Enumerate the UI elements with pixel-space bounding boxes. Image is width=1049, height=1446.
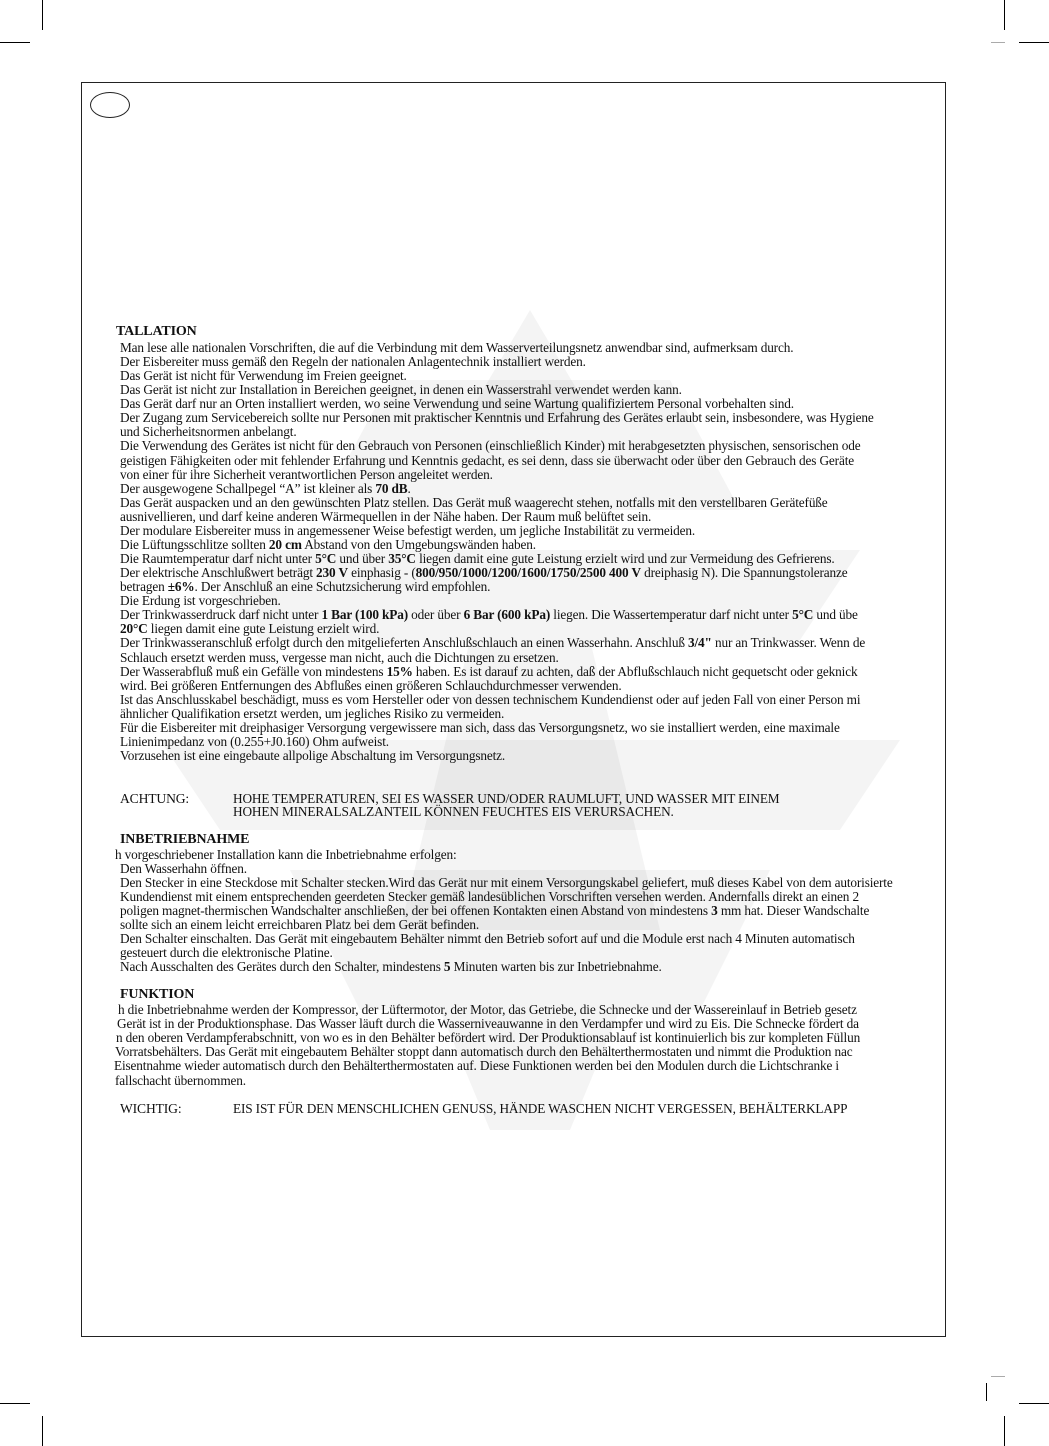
inbetriebnahme-text-segment: Den Stecker in eine Steckdose mit Schalter stecken.Wird das Gerät nur mit einem Versorgungskabel geliefert, muß dieses Kabel von dem autorisierte <box>120 875 893 891</box>
inbetriebnahme-line <box>120 904 869 918</box>
inbetriebnahme-line <box>115 848 457 862</box>
installation-text-segment: Der Eisbereiter muss gemäß den Regeln der nationalen Anlagentechnik installiert werden. <box>120 354 586 370</box>
installation-text-segment: oder über <box>408 607 464 623</box>
installation-text-segment: Der Trinkwasseranschluß erfolgt durch den mitgelieferten Anschlußschlauch an einen Wasserhahn. Anschluß <box>120 635 689 651</box>
installation-text-segment: Die Erdung ist vorgeschrieben. <box>120 593 281 609</box>
inbetriebnahme-text-segment: mm hat. Dieser Wandschalte <box>717 903 870 919</box>
installation-line <box>120 665 857 679</box>
installation-line <box>120 693 860 707</box>
inbetriebnahme-line <box>120 946 333 960</box>
installation-text-segment: und Sicherheitsnormen anbelangt. <box>120 424 297 440</box>
installation-line <box>120 411 874 425</box>
achtung-label: ACHTUNG: <box>120 791 190 806</box>
installation-text-segment: Der Wasserabfluß muß ein Gefälle von mindestens <box>120 663 387 679</box>
installation-line <box>120 721 840 735</box>
installation-text-segment: 20 cm <box>268 536 302 552</box>
installation-line <box>120 369 407 383</box>
installation-text-segment: ±6% <box>167 579 195 595</box>
inbetriebnahme-text-segment: Nach Ausschalten des Gerätes durch den Schalter, mindestens <box>120 959 444 975</box>
funktion-text-segment: h die Inbetriebnahme werden der Kompressor, der Lüftermotor, der Motor, das Getriebe, die Schnecke und der Wassereinlauf in Betrieb gesetz <box>118 1002 857 1017</box>
installation-line <box>120 454 854 468</box>
installation-text-segment: Die Raumtemperatur darf nicht unter <box>120 551 316 567</box>
inbetriebnahme-line <box>120 960 662 974</box>
installation-text-segment: Die Lüftungsschlitze sollten <box>120 536 269 552</box>
installation-text-segment: 230 V <box>316 565 348 581</box>
installation-text-segment: Vorzusehen ist eine eingebaute allpolige Abschaltung im Versorgungsnetz. <box>120 748 506 764</box>
installation-line <box>120 383 682 397</box>
installation-line <box>120 524 695 538</box>
installation-text-segment: geistigen Fähigkeiten oder mit fehlender Erfahrung und Kenntnis gedacht, es sei denn, dass sie überwacht oder über den Gebrauch des Geräte <box>120 452 855 468</box>
inbetriebnahme-text-segment: 5 <box>443 959 451 975</box>
installation-line <box>120 552 835 566</box>
inbetriebnahme-text-segment: 3 <box>711 903 718 919</box>
installation-text-segment: Man lese alle nationalen Vorschriften, die auf die Verbindung mit dem Wasserverteilungsnetz anwendbar sind, aufmerksam durch. <box>120 340 794 355</box>
funktion-text-segment: Vorratsbehälters. Das Gerät mit eingebautem Behälter stoppt dann automatisch durch den Behälterthermostaten und nimmt die Produktion nac <box>115 1044 853 1060</box>
installation-line <box>120 496 828 510</box>
funktion-line <box>114 1059 839 1073</box>
installation-text-segment: . <box>407 480 411 496</box>
installation-line <box>120 538 536 552</box>
installation-text-segment: nur an Trinkwasser. Wenn de <box>711 635 866 651</box>
installation-text-segment: Das Gerät ist nicht für Verwendung im Freien geeignet. <box>120 368 407 384</box>
installation-text-segment: liegen damit eine gute Leistung erzielt wird und zur Vermeidung des Gefrierens. <box>415 551 835 567</box>
installation-line <box>120 707 504 721</box>
installation-text-segment: 15% <box>386 663 413 679</box>
installation-text-segment: Der modulare Eisbereiter muss in angemessener Weise befestigt werden, um jegliche Instabilität zu vermeiden. <box>120 522 696 538</box>
inbetriebnahme-text-segment: gesteuert durch die elektronische Platine. <box>120 945 333 961</box>
installation-line <box>120 439 860 453</box>
installation-text-segment: und über <box>336 551 389 567</box>
inbetriebnahme-text-segment: sollte sich an einem leicht erreichbaren Platz bei dem Gerät befinden. <box>120 917 480 933</box>
installation-text-segment: Das Gerät ist nicht zur Installation in Bereichen geeignet, in denen ein Wasserstrahl verwendet werden kann. <box>120 382 682 398</box>
installation-text-segment: Das Gerät auspacken und an den gewünschten Platz stellen. Das Gerät muß waagerecht stehen, notfalls mit den verstellbaren Gerätefüße <box>120 494 828 510</box>
funktion-line <box>115 1045 852 1059</box>
inbetriebnahme-text-segment: Den Schalter einschalten. Das Gerät mit eingebautem Behälter nimmt den Betrieb sofort auf und die Module erst nach 4 Minuten automatisch <box>120 931 855 947</box>
inbetriebnahme-line <box>120 862 247 876</box>
funktion-text-segment: Eisentnahme wieder automatisch durch den Behälterthermostaten auf. Diese Funktionen werden bei den Modulen durch die Lichtschranke i <box>114 1058 839 1074</box>
installation-line <box>120 608 858 622</box>
installation-text-segment: 20°C <box>120 621 148 637</box>
installation-line <box>120 566 848 580</box>
installation-line <box>120 636 865 650</box>
wichtig-text: EIS IST FÜR DEN MENSCHLICHEN GENUSS, HÄNDE WASCHEN NICHT VERGESSEN, BEHÄLTERKLAPP <box>233 1101 848 1116</box>
installation-text-segment: Schlauch ersetzt werden muss, vergesse man nicht, auch die Dichtungen zu ersetzen. <box>120 649 559 665</box>
installation-text-segment: 800/950/1000/1200/1600/1750/2500 400 V <box>415 565 641 581</box>
funktion-line <box>118 1003 857 1017</box>
inbetriebnahme-text-segment: Minuten warten bis zur Inbetriebnahme. <box>450 959 662 975</box>
installation-text-segment: 35°C <box>388 551 416 567</box>
funktion-text-segment: Gerät ist in der Produktionsphase. Das Wasser läuft durch die Wasserniveauwanne in den Verdampfer und wird zu Eis. Die Schnecke fördert da <box>117 1016 859 1032</box>
installation-text-segment: einphasig - ( <box>347 565 416 581</box>
funktion-text-segment: fallschacht übernommen. <box>115 1072 246 1088</box>
inbetriebnahme-line <box>120 890 859 904</box>
section-heading-installation: TALLATION <box>116 324 197 339</box>
installation-text-segment: 5°C <box>315 551 337 567</box>
installation-line <box>120 482 411 496</box>
installation-text-segment: Linienimpedanz von (0.255+J0.160) Ohm aufweist. <box>120 733 389 749</box>
installation-line <box>120 397 794 411</box>
installation-text-segment: Der Trinkwasserdruck darf nicht unter <box>120 607 322 623</box>
installation-text-segment: Die Verwendung des Gerätes ist nicht für den Gebrauch von Personen (einschließlich Kinder) mit herabgesetzten physischen, sensorischen ode <box>120 438 861 454</box>
installation-text-segment: wird. Bei größeren Entfernungen des Abflußes einen größeren Schlauchdurchmesser verwenden. <box>120 677 622 693</box>
funktion-text-segment: n den oberen Verdampferabschnitt, von wo es in den Behälter befördert wird. Der Produktionsablauf ist kontinuierlich bis zur kompleten Füllun <box>116 1030 861 1046</box>
installation-line <box>120 355 586 369</box>
achtung-text-line-2: HOHEN MINERALSALZANTEIL KÖNNEN FEUCHTES EIS VERURSACHEN. <box>233 804 674 819</box>
achtung-text-line-1: HOHE TEMPERATUREN, SEI ES WASSER UND/ODER RAUMLUFT, UND WASSER MIT EINEM <box>233 791 780 806</box>
installation-line <box>120 510 651 524</box>
installation-text-segment: Für die Eisbereiter mit dreiphasiger Versorgung vergewissere man sich, dass das Versorgungsnetz, wo sie installiert werden, eine maximale <box>120 719 840 735</box>
installation-text-segment: 1 Bar (100 kPa) <box>321 607 408 623</box>
installation-line <box>120 679 622 693</box>
installation-text-segment: Der ausgewogene Schallpegel “A” ist kleiner als <box>120 480 376 496</box>
installation-text-segment: Abstand von den Umgebungswänden haben. <box>301 536 536 552</box>
installation-line <box>120 468 493 482</box>
installation-line <box>120 749 505 763</box>
installation-text-segment: dreiphasig N). Die Spannungstoleranze <box>640 565 848 581</box>
installation-text-segment: Der elektrische Anschlußwert beträgt <box>120 565 317 581</box>
installation-text-segment: von einer für ihre Sicherheit verantwortlichen Person angeleitet werden. <box>120 466 493 482</box>
inbetriebnahme-line <box>120 876 893 890</box>
installation-text-segment: ausnivellieren, und darf keine anderen Wärmequellen in der Nähe haben. Der Raum muß belüftet sein. <box>120 508 652 524</box>
installation-text-segment: 70 dB <box>375 480 408 496</box>
installation-line <box>120 425 297 439</box>
installation-text-segment: 5°C <box>792 607 814 623</box>
installation-line <box>120 594 281 608</box>
section-heading-inbetriebnahme: INBETRIEBNAHME <box>120 832 250 847</box>
wichtig-label: WICHTIG: <box>120 1101 182 1116</box>
inbetriebnahme-text-segment: Den Wasserhahn öffnen. <box>120 861 247 877</box>
inbetriebnahme-text-segment: h vorgeschriebener Installation kann die Inbetriebnahme erfolgen: <box>115 847 457 862</box>
installation-text-segment: Das Gerät darf nur an Orten installiert werden, wo seine Verwendung und seine Wartung qualifiziertem Personal vorbehalten sind. <box>120 396 794 412</box>
inbetriebnahme-text-segment: poligen magnet-thermischen Wandschalter anschließen, der bei offenen Kontakten einen Abstand von mindestens <box>120 903 712 919</box>
installation-text-segment: liegen. Die Wassertemperatur darf nicht unter <box>550 607 793 623</box>
installation-line <box>120 651 559 665</box>
installation-line <box>120 580 490 594</box>
funktion-line <box>117 1017 859 1031</box>
installation-line <box>120 341 793 355</box>
section-heading-funktion: FUNKTION <box>120 987 195 1002</box>
funktion-line <box>116 1031 860 1045</box>
installation-text-segment: liegen damit eine gute Leistung erzielt wird. <box>147 621 380 637</box>
installation-text-segment: . Der Anschluß an eine Schutzsicherung wird empfohlen. <box>194 579 491 595</box>
installation-text-segment: Ist das Anschlusskabel beschädigt, muss es vom Hersteller oder von dessen technischem Kundendienst oder auf jeden Fall von einer Person mi <box>120 691 861 707</box>
installation-text-segment: ähnlicher Qualifikation ersetzt werden, um jegliches Risiko zu vermeiden. <box>120 705 505 721</box>
inbetriebnahme-line <box>120 918 479 932</box>
funktion-line <box>115 1074 246 1088</box>
installation-text-segment: haben. Es ist darauf zu achten, daß der Abflußschlauch nicht gequetscht oder geknick <box>412 663 858 679</box>
inbetriebnahme-line <box>120 932 855 946</box>
installation-text-segment: 6 Bar (600 kPa) <box>463 607 551 623</box>
installation-text-segment: 3/4" <box>688 635 712 651</box>
installation-text-segment: und übe <box>813 607 858 623</box>
installation-line <box>120 622 379 636</box>
inbetriebnahme-text-segment: Kundendienst mit einem entsprechenden geerdeten Stecker gemäß landesüblichen Vorschriften versehen werden. Andernfalls direkt an einen 2 <box>120 889 859 905</box>
installation-text-segment: Der Zugang zum Servicebereich sollte nur Personen mit praktischer Kenntnis und Erfahrung des Gerätes erlaubt sein, insbesondere, was Hygiene <box>120 410 874 426</box>
installation-line <box>120 735 389 749</box>
installation-text-segment: betragen <box>120 579 168 595</box>
